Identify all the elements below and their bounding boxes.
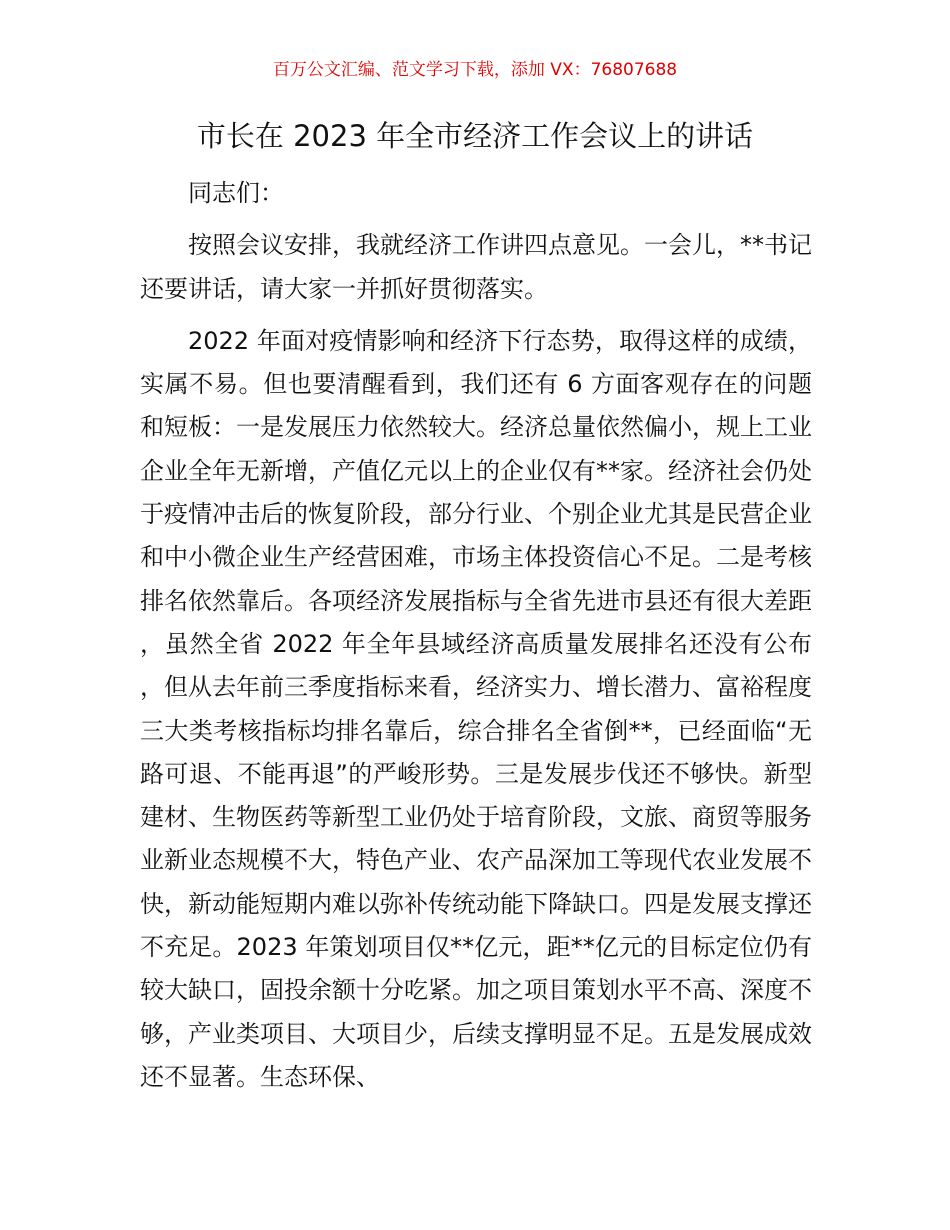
paragraph-1: 按照会议安排，我就经济工作讲四点意见。一会儿，**书记还要讲话，请大家一并抓好贯彻落实。 [140,231,812,303]
salutation: 同志们： [188,179,284,207]
watermark-header: 百万公文汇编、范文学习下载，添加 VX：76807688 [272,60,678,80]
paragraph-2: 2022 年面对疫情影响和经济下行态势，取得这样的成绩，实属不易。但也要清醒看到，我们还有 6 方面客观存在的问题和短板：一是发展压力依然较大。经济总量依然偏小，规上工业企业全年无新增，产值亿元以上的企业仅有**家。经济社会仍处于疫情冲击后的恢复阶段，部分行业、个别企业尤其是民营企业和中小微企业生产经营困难，市场主体投资信心不足。二是考核排名依然靠后。各项经济发展指标与全省先进市县还有很大差距，虽然全省 2022 年全年县域经济高质量发展排名还没有公布，但从去年前三季度指标来看，经济实力、增长潜力、富裕程度三大类考核指标均排名靠后，综合排名全省倒**，已经面临“无路可退、不能再退”的严峻形势。三是发展步伐还不够快。新型建材、生物医药等新型工业仍处于培育阶段，文旅、商贸等服务业新业态规模不大，特色产业、农产品深加工等现代农业发展不快，新动能短期内难以弥补传统动能下降缺口。四是发展支撑还不充足。2023 年策划项目仅**亿元，距**亿元的目标定位仍有较大缺口，固投余额十分吃紧。加之项目策划水平不高、深度不够，产业类项目、大项目少，后续支撑明显不足。五是发展成效还不显著。生态环保、 [140,326,812,1091]
document-body [140,172,812,1099]
document-title: 市长在 2023 年全市经济工作会议上的讲话 [196,119,754,153]
